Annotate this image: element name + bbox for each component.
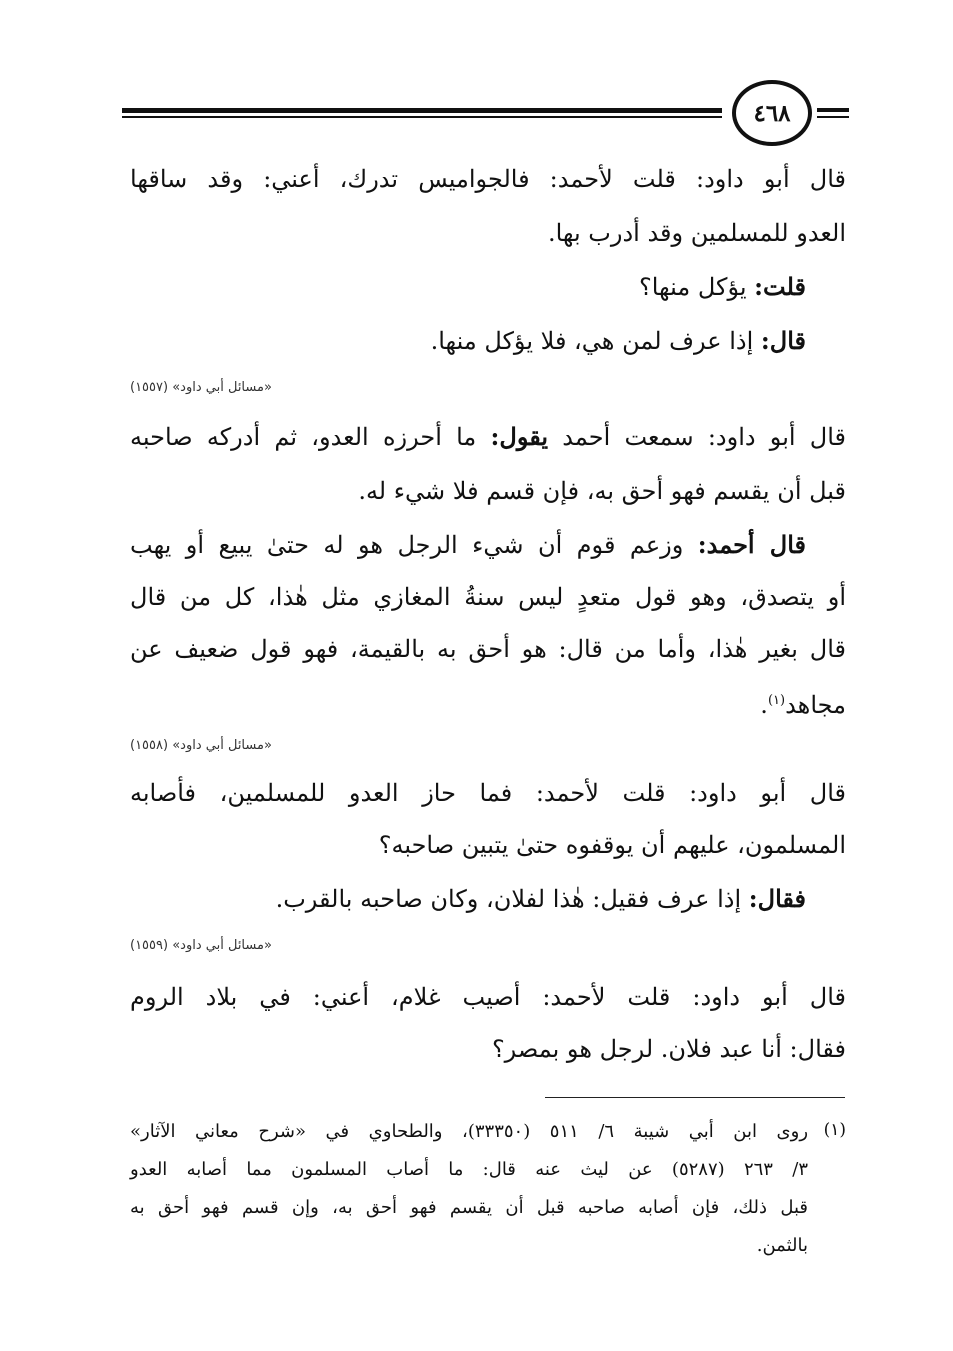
source-citation: «مسائل أبي داود» (١٥٥٨) — [130, 738, 272, 753]
source-citation: «مسائل أبي داود» (١٥٥٧) — [130, 380, 272, 395]
footnote-separator — [545, 1097, 845, 1098]
footnote-reference[interactable]: (١) — [767, 693, 786, 708]
footnote-line: روى ابن أبي شيبة ٦/ ٥١١ (٣٣٣٥٠)، والطحاوي في «شرح معاني الآثار» — [130, 1121, 809, 1142]
header-rule-right-thick — [817, 108, 849, 112]
text-run: مجاهد — [785, 691, 846, 719]
footnote-line: قبل ذلك، فإن أصابه صاحبه قبل أن يقسم فهو أحق به، وإن قسم فهو أحق به — [130, 1197, 808, 1218]
paragraph-line: أو يتصدق، وهو قول متعدٍ ليس سنةُ المغازي مثل هٰذا، كل من قال — [130, 583, 846, 611]
speaker-label: يقول: — [490, 422, 549, 451]
answer-line — [431, 324, 806, 358]
page-number: ٤٦٨ — [732, 80, 812, 146]
header-rule-thin — [122, 116, 722, 118]
paragraph-line — [130, 420, 846, 454]
paragraph-line: قال بغير هٰذا، وأما من قال: هو أحق به بالقيمة، فهو قول ضعيف عن — [130, 635, 846, 663]
paragraph-line — [130, 528, 806, 562]
text-run: وزعم قوم أن شيء الرجل هو له حتىٰ يبيع أو يهب — [130, 531, 698, 559]
footnote-line: بالثمن. — [756, 1235, 808, 1256]
paragraph-line — [760, 684, 846, 722]
footnote-line: ٣/ ٢٦٣ (٥٢٨٧) عن ليث عنه قال: ما أصاب المسلمون مما أصابه العدو — [130, 1159, 808, 1180]
paragraph-line: قال أبو داود: قلت لأحمد: أصيب غلام، أعني: في بلاد الروم — [130, 983, 846, 1011]
answer-line — [276, 882, 806, 916]
text-run: . — [760, 691, 768, 719]
footnote-number: (١) — [823, 1120, 846, 1140]
answer-text: إذا عرف لمن هي، فلا يؤكل منها. — [430, 327, 761, 355]
speaker-label: قال أحمد: — [697, 530, 806, 559]
paragraph-line: فقال: أنا عبد فلان. لرجل هو بمصر؟ — [491, 1035, 846, 1063]
answer-text: إذا عرف فقيل: هٰذا لفلان، وكان صاحبه بالقرب. — [275, 885, 749, 913]
text-run: قال أبو داود: سمعت أحمد — [548, 423, 847, 451]
header-rule-right-thin — [817, 116, 849, 118]
source-citation: «مسائل أبي داود» (١٥٥٩) — [130, 938, 272, 953]
paragraph-line: المسلمون، عليهم أن يوقفوه حتىٰ يتبين صاحبه؟ — [378, 831, 846, 859]
page-header — [122, 78, 849, 148]
question-line — [639, 270, 806, 304]
question-text: يؤكل منها؟ — [639, 273, 755, 301]
speaker-label: فقال: — [748, 884, 806, 913]
paragraph-line: قبل أن يقسم فهو أحق به، فإن قسم فلا شيء له. — [358, 477, 846, 505]
paragraph-line: العدو للمسلمين وقد أدرب بها. — [547, 219, 846, 247]
speaker-label: قلت: — [754, 272, 806, 301]
paragraph-line: قال أبو داود: قلت لأحمد: فما حاز العدو للمسلمين، فأصابه — [130, 779, 846, 807]
paragraph-line: قال أبو داود: قلت لأحمد: فالجواميس تدرك، أعني: وقد ساقها — [130, 165, 846, 193]
header-rule-thick — [122, 108, 722, 113]
speaker-label: قال: — [760, 326, 806, 355]
text-run: ما أحرزه العدو، ثم أدركه صاحبه — [130, 423, 491, 451]
